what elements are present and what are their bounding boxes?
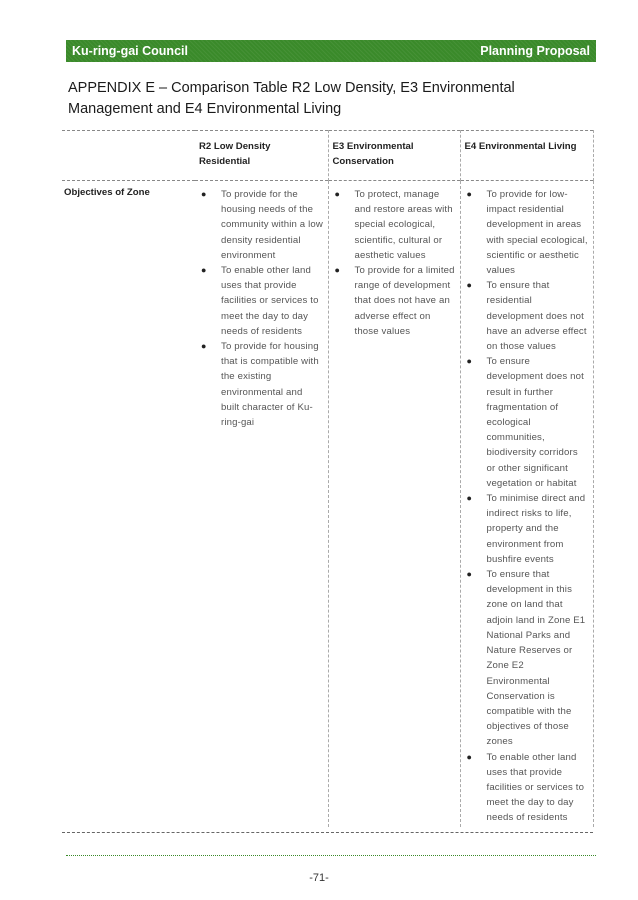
comparison-table [62, 130, 594, 827]
objective-item [465, 187, 589, 278]
bullet-icon: ● [201, 341, 207, 352]
bullet-icon: ● [466, 356, 473, 367]
e3-objectives-list [333, 187, 456, 339]
objective-text: To enable other land uses that provide facilities or services to meet the day to day needs of residents [486, 751, 585, 824]
objective-item [465, 354, 589, 491]
bullet-icon: ● [201, 189, 207, 199]
bullet-icon: ● [466, 280, 473, 291]
objective-item [465, 567, 589, 749]
e4-objectives-cell [460, 181, 593, 828]
objective-text: To ensure that residential development does not have an adverse effect on those values [486, 280, 587, 353]
column-header: R2 Low Density Residential [195, 131, 328, 181]
objective-item [465, 278, 589, 354]
objective-item [465, 491, 589, 567]
objective-text: To enable other land uses that provide facilities or services to meet the day to day needs of residents [221, 265, 319, 337]
page-number: -71- [309, 872, 329, 884]
r2-objectives-cell [195, 181, 328, 828]
objective-text: To ensure development does not result in further fragmentation of ecological communities, biodiversity corridors or other significant vegetation or habitat [486, 356, 584, 489]
table-bottom-rule [62, 832, 593, 833]
table-header-row [62, 131, 593, 181]
column-header: E4 Environmental Living [460, 131, 593, 181]
bullet-icon: ● [466, 569, 473, 580]
bullet-icon: ● [334, 265, 341, 276]
row-label: Objectives of Zone [64, 187, 150, 198]
page-title: APPENDIX E – Comparison Table R2 Low Density, E3 Environmental Management and E4 Environmental Living [68, 80, 515, 117]
objective-item [199, 263, 324, 339]
objective-text: To ensure that development in this zone on land that adjoin land in Zone E1 National Parks and Nature Reserves or Zone E2 Environmental Conservation is compatible with the objectives of those zones [486, 569, 586, 748]
table-row [62, 181, 593, 828]
r2-objectives-list [199, 187, 324, 430]
objective-item [333, 263, 456, 339]
document-type: Planning Proposal [480, 44, 590, 58]
objective-text: To provide for a limited range of development that does not have an adverse effect on those values [354, 265, 455, 337]
objective-text: To minimise direct and indirect risks to life, property and the environment from bushfire events [486, 493, 586, 565]
objective-item [333, 187, 456, 263]
objective-item [199, 187, 324, 263]
e4-objectives-list [465, 187, 589, 826]
objective-text: To provide for housing that is compatible with the existing environmental and built character of Ku-ring-gai [221, 341, 319, 429]
footer-divider [66, 855, 596, 856]
column-header: E3 Environmental Conservation [328, 131, 460, 181]
e3-objectives-cell [328, 181, 460, 828]
objective-item [199, 339, 324, 430]
page-header-bar [66, 40, 596, 62]
column-header [62, 131, 195, 181]
objective-text: To provide for the housing needs of the community within a low density residential environment [221, 189, 323, 261]
bullet-icon: ● [466, 751, 473, 762]
objective-text: To protect, manage and restore areas with special ecological, scientific, cultural or aesthetic values [354, 189, 453, 261]
council-name: Ku-ring-gai Council [72, 44, 188, 58]
bullet-icon: ● [201, 265, 207, 276]
objective-item [465, 750, 589, 826]
bullet-icon: ● [466, 189, 473, 199]
bullet-icon: ● [334, 189, 341, 199]
bullet-icon: ● [466, 493, 473, 504]
objective-text: To provide for low-impact residential development in areas with special ecological, scientific or aesthetic values [486, 189, 588, 277]
